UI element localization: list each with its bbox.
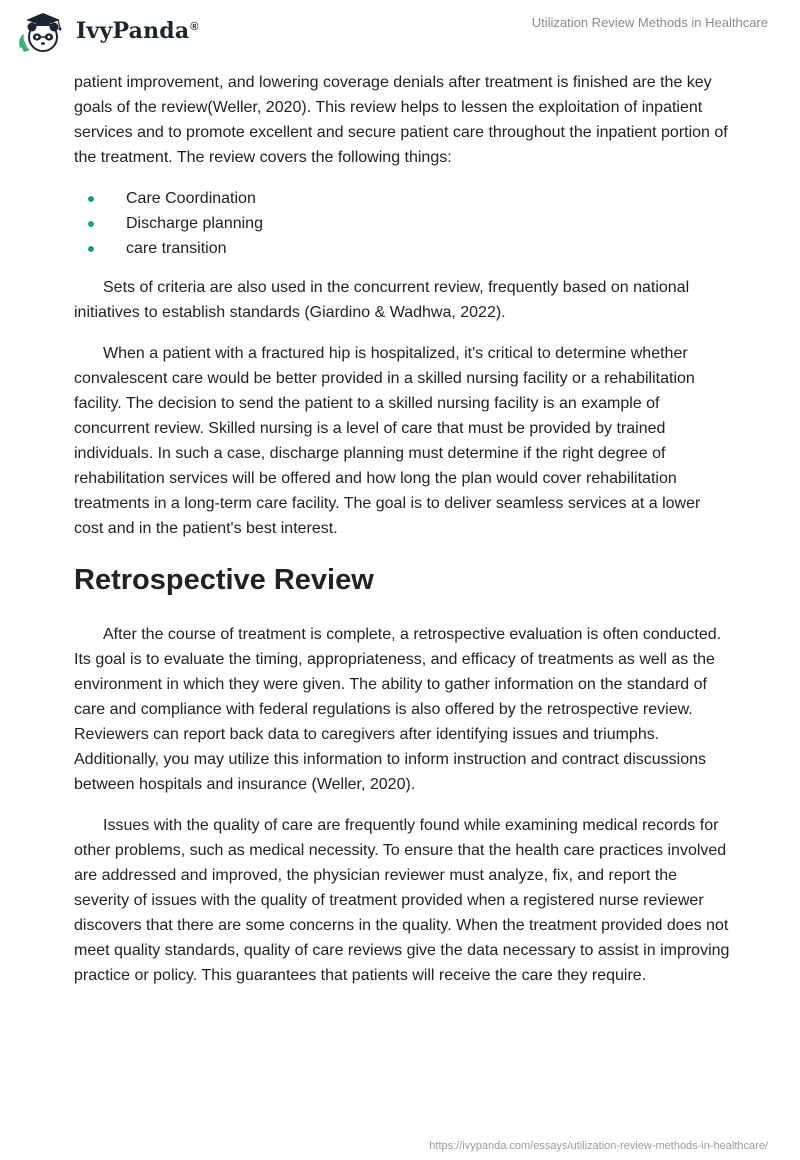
bullet-dot-icon <box>88 196 94 202</box>
criteria-paragraph: Sets of criteria are also used in the concurrent review, frequently based on national initiatives to establish standards (Giardino & Wadhwa, 2022). <box>74 279 690 321</box>
retrospective-paragraph: After the course of treatment is complete, a retrospective evaluation is often conducted. Its goal is to evaluate the timing, appropriateness, and efficacy of treatments as well as the environment in which they were given. The ability to gather information on the standard of care and compliance with federal regulations is also offered by the retrospective review. Reviewers can report back data to caregivers after identifying issues and triumphs. Additionally, you may utilize this information to inform instruction and contract discussions between hospitals and insurance (Weller, 2020). <box>74 626 722 793</box>
list-item-label: care transition <box>126 240 227 257</box>
list-item <box>74 186 734 211</box>
list-item <box>74 236 734 261</box>
review-items-list <box>74 186 734 261</box>
list-item-label: Discharge planning <box>126 215 263 232</box>
bullet-dot-icon <box>88 221 94 227</box>
list-item <box>74 211 734 236</box>
source-url-link[interactable]: https://ivypanda.com/essays/utilization-review-methods-in-healthcare/ <box>429 1140 768 1152</box>
page-header <box>0 0 800 64</box>
quality-paragraph: Issues with the quality of care are frequently found while examining medical records for other problems, such as medical necessity. To ensure that the health care practices involved are addressed and improved, the physician reviewer must analyze, fix, and report the severity of issues with the quality of treatment provided when a registered nurse reviewer discovers that there are some concerns in the quality. When the treatment provided does not meet quality standards, quality of care reviews give the data necessary to assist in improving practice or policy. This guarantees that patients will receive the care they require. <box>74 817 730 984</box>
registered-mark: ® <box>190 20 199 33</box>
brand-name-text: IvyPanda <box>76 18 190 44</box>
section-heading: Retrospective Review <box>74 564 374 596</box>
article-body <box>74 70 734 1004</box>
hip-example-paragraph: When a patient with a fractured hip is hospitalized, it's critical to determine whether convalescent care would be better provided in a skilled nursing facility or a rehabilitation facility. The decision to send the patient to a skilled nursing facility is an example of concurrent review. Skilled nursing is a level of care that must be provided by trained individuals. In such a case, discharge planning must determine if the right degree of rehabilitation services will be offered and how long the plan would cover rehabilitation treatments in a long-term care facility. The goal is to deliver seamless services at a lower cost and in the patient's best interest. <box>74 345 701 537</box>
list-item-label: Care Coordination <box>126 190 256 207</box>
ivypanda-logo[interactable] <box>14 8 199 54</box>
document-title: Utilization Review Methods in Healthcare <box>531 15 768 30</box>
intro-paragraph: patient improvement, and lowering coverage denials after treatment is finished are the key goals of the review(Weller, 2020). This review helps to lessen the exploitation of inpatient services and to promote excellent and secure patient care throughout the inpatient portion of the treatment. The review covers the following things: <box>74 74 728 166</box>
bullet-dot-icon <box>88 246 94 252</box>
brand-name <box>76 18 199 44</box>
panda-graduate-icon <box>14 8 72 54</box>
